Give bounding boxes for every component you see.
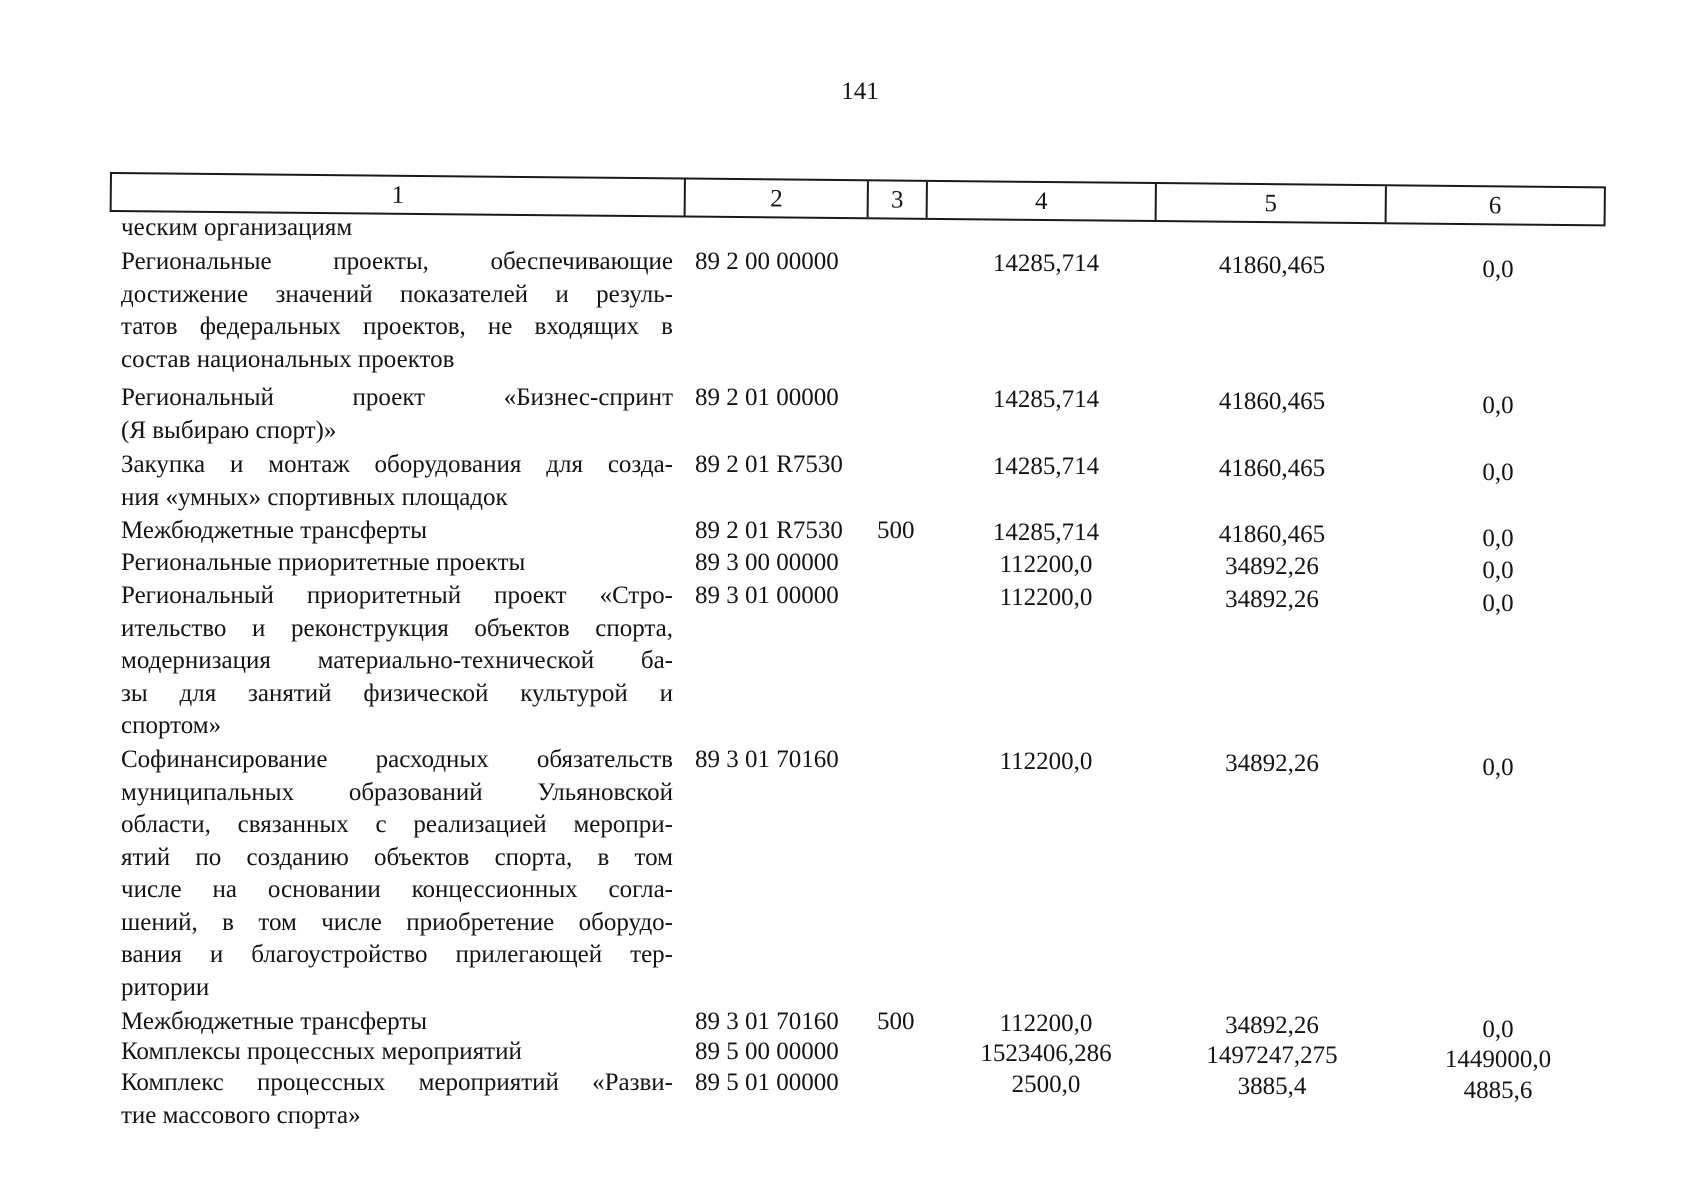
header-col-4: 4 bbox=[927, 182, 1157, 220]
row-name bbox=[121, 547, 673, 580]
row-value-col6: 0,0 bbox=[1482, 525, 1514, 552]
row-value-col4: 14285,714 bbox=[992, 250, 1100, 277]
row-value-col4: 112200,0 bbox=[999, 584, 1093, 611]
row-value-col5: 34892,26 bbox=[1225, 1012, 1319, 1039]
row-name-line: состав национальных проектов bbox=[121, 345, 455, 373]
row-name-line: тие массового спорта» bbox=[121, 1101, 361, 1129]
row-value-col4: 14285,714 bbox=[992, 386, 1100, 413]
row-code: 89 5 01 00000 bbox=[695, 1069, 839, 1096]
row-name-line: Региональные приоритетные проекты bbox=[121, 549, 526, 576]
row-name-line: Межбюджетные трансферты bbox=[121, 1008, 428, 1035]
row-value-col6: 0,0 bbox=[1482, 459, 1514, 486]
header-col-3: 3 bbox=[869, 181, 928, 218]
row-value-col5: 3885,4 bbox=[1237, 1073, 1307, 1100]
row-name bbox=[121, 1036, 673, 1069]
row-name bbox=[121, 449, 673, 514]
row-name-line: Региональный проект «Бизнес-спринт bbox=[121, 384, 673, 411]
row-name-line: ритории bbox=[121, 973, 210, 1001]
row-value-col6: 0,0 bbox=[1482, 590, 1514, 617]
row-name-line: ительство и реконструкция объектов спорта, bbox=[121, 614, 673, 642]
row-code: 89 3 01 00000 bbox=[695, 582, 839, 609]
row-value-col6: 0,0 bbox=[1482, 392, 1514, 419]
row-name bbox=[121, 744, 673, 1004]
row-name-line: ния «умных» спортивных площадок bbox=[121, 483, 508, 511]
row-name-line: спортом» bbox=[121, 712, 222, 739]
row-name-line: Региональный приоритетный проект «Стро- bbox=[121, 582, 673, 609]
row-code: 89 2 00 00000 bbox=[695, 248, 839, 275]
row-name-line: Софинансирование расходных обязательств bbox=[121, 746, 673, 773]
row-name-line: модернизация материально-технической ба- bbox=[121, 647, 673, 674]
row-name-line: Комплексы процессных мероприятий bbox=[121, 1038, 522, 1065]
row-name-line: ятий по созданию объектов спорта, в том bbox=[121, 843, 673, 871]
row-name bbox=[121, 246, 673, 376]
row-name-line: шений, в том числе приобретение оборудо- bbox=[121, 908, 673, 936]
row-name-line: ческим организациям bbox=[121, 214, 353, 241]
row-value-col6: 0,0 bbox=[1482, 256, 1514, 283]
row-code: 89 5 00 00000 bbox=[695, 1038, 839, 1065]
row-name bbox=[121, 580, 673, 743]
row-value-col4: 1523406,286 bbox=[980, 1040, 1112, 1067]
row-code: 89 3 01 70160 bbox=[695, 1008, 839, 1035]
row-name-line: зы для занятий физической культурой и bbox=[121, 679, 673, 707]
row-value-col6: 0,0 bbox=[1482, 754, 1514, 781]
row-vr: 500 bbox=[877, 517, 915, 544]
row-code: 89 2 01 00000 bbox=[695, 384, 839, 411]
row-value-col6: 1449000,0 bbox=[1444, 1046, 1552, 1073]
row-value-col5: 41860,465 bbox=[1218, 455, 1326, 482]
row-value-col6: 0,0 bbox=[1482, 557, 1514, 584]
row-name-line: муниципальных образований Ульяновской bbox=[121, 778, 673, 806]
row-name bbox=[121, 212, 673, 245]
row-name-line: татов федеральных проектов, не входящих в bbox=[121, 313, 673, 340]
row-value-col5: 41860,465 bbox=[1218, 521, 1326, 548]
row-name bbox=[121, 515, 673, 548]
row-code: 89 3 00 00000 bbox=[695, 549, 839, 576]
row-value-col4: 112200,0 bbox=[999, 748, 1093, 775]
row-value-col4: 14285,714 bbox=[992, 519, 1100, 546]
row-name-line: вания и благоустройство прилегающей тер- bbox=[121, 941, 673, 968]
row-code: 89 2 01 R7530 bbox=[695, 451, 843, 478]
row-value-col5: 41860,465 bbox=[1218, 252, 1326, 279]
row-name bbox=[121, 382, 673, 447]
row-name-line: числе на основании концессионных согла- bbox=[121, 876, 673, 903]
row-code: 89 2 01 R7530 bbox=[695, 517, 843, 544]
row-value-col4: 14285,714 bbox=[992, 453, 1100, 480]
page-number: 141 bbox=[841, 78, 879, 105]
row-value-col5: 34892,26 bbox=[1225, 750, 1319, 777]
row-value-col4: 112200,0 bbox=[999, 1010, 1093, 1037]
row-name-line: Региональные проекты, обеспечивающие bbox=[121, 248, 673, 275]
row-code: 89 3 01 70160 bbox=[695, 746, 839, 773]
row-name bbox=[121, 1006, 673, 1039]
row-name bbox=[121, 1067, 673, 1132]
row-name-line: Комплекс процессных мероприятий «Разви- bbox=[121, 1069, 673, 1096]
row-value-col6: 4885,6 bbox=[1463, 1077, 1533, 1104]
header-col-5: 5 bbox=[1157, 184, 1387, 222]
row-name-line: достижение значений показателей и резуль- bbox=[121, 280, 673, 308]
row-vr: 500 bbox=[877, 1008, 915, 1035]
row-name-line: Закупка и монтаж оборудования для созда- bbox=[121, 451, 673, 478]
row-value-col6: 0,0 bbox=[1482, 1016, 1514, 1043]
row-value-col5: 34892,26 bbox=[1225, 553, 1319, 580]
row-value-col4: 2500,0 bbox=[1011, 1071, 1081, 1098]
row-value-col5: 1497247,275 bbox=[1206, 1042, 1338, 1069]
header-col-1: 1 bbox=[112, 174, 687, 216]
row-name-line: Межбюджетные трансферты bbox=[121, 517, 428, 544]
row-value-col5: 34892,26 bbox=[1225, 586, 1319, 613]
header-col-6: 6 bbox=[1488, 192, 1502, 220]
row-value-col5: 41860,465 bbox=[1218, 388, 1326, 415]
row-name-line: (Я выбираю спорт)» bbox=[121, 416, 337, 444]
header-col-2: 2 bbox=[686, 180, 869, 218]
row-value-col4: 112200,0 bbox=[999, 551, 1093, 578]
row-name-line: области, связанных с реализацией меропри- bbox=[121, 811, 673, 838]
